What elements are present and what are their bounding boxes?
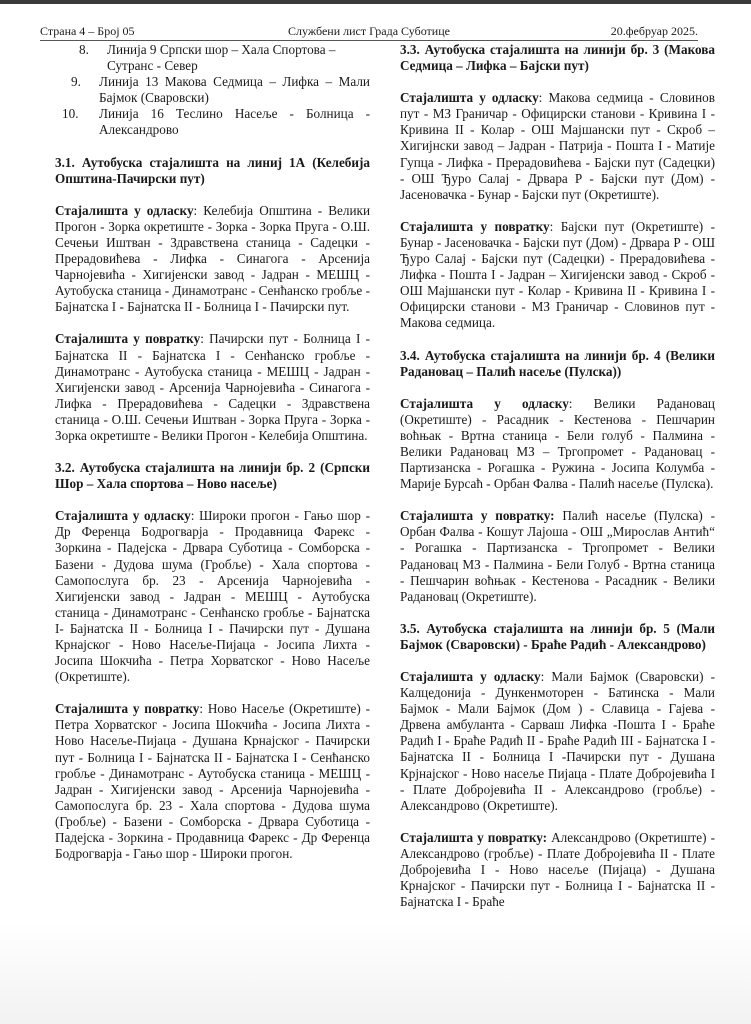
publication-date: 20.фебруар 2025. bbox=[610, 24, 698, 38]
list-item: 9. Линија 13 Макова Седмица – Лифка – Мали Бајмок (Сваровски) bbox=[71, 74, 370, 106]
section-3-1 bbox=[55, 155, 370, 445]
left-column bbox=[55, 42, 370, 862]
section-heading: 3.5. Аутобуска стајалишта на линији бр. 5 (Мали Бајмок (Сваровски) - Браће Радић - Александрово) bbox=[400, 620, 715, 652]
return-stops: Стајалишта у повратку: Бајски пут (Окретиште) - Бунар - Јасеновачка - Бајски пут (Дом) - Дрвара Р - ОШ Ђуро Салај - Бајски пут (Садецки) - Прерадовићева - Лифка - Пошта I - Јадран – Хигијенски завод - Скроб - ОШ Мајшански пут - Колар - Кривина II - Кривина I - Официрски станови - МЗ Граничар - Словинов пут - Макова седмица. bbox=[400, 218, 715, 331]
section-heading: 3.4. Аутобуска стајалишта на линији бр. 4 (Велики Радановац – Палић насеље (Пулска)) bbox=[400, 347, 715, 379]
list-item: 8. Линија 9 Српски шор – Хала Спортова – Сутранс - Север bbox=[79, 42, 336, 74]
section-3-4 bbox=[400, 348, 715, 605]
section-heading: 3.1. Аутобуска стајалишта на линиј 1А (Келебија Општина-Пачирски пут) bbox=[55, 154, 370, 186]
return-stops: Стајалишта у повратку: Ново Насеље (Окретиште) - Петра Хорватског - Јосипа Шокчића - Јосипа Лихта - Ново Насеље-Пијаца - Душана Крнајског - Пачирски пут - Болница I - Бајнатска II - Бајнатска I - Сенћанско гробље - Динамотранс - Аутобуска станица - МЕШЦ - Јадран - Хигијенски завод - Арсенија Чарнојевића - Самопослуга бр. 23 - Хала спортова - Дудова шума (Гробље) - Базени - Сомборска - Дрвара Суботица - Падејска - Зоркина - Продавница Фарекс - Др Ференца Бодрогварја - Гањо шор - Широки прогон. bbox=[55, 701, 371, 862]
departure-stops: Стајалишта у одласку: Велики Радановац (Окретиште) - Расадник - Кестенова - Пешчарин воћњак - Вртна станица - Бели голуб - Палмина - Велики Радановац МЗ – Тргопромет - Радановац - Партизанска - Рогашка - Ружина - Јосипа Колумба - Марије Бурсаћ - Орбан Фалва - Палић насеље (Пулска). bbox=[400, 395, 715, 492]
departure-stops: Стајалишта у одласку: Мали Бајмок (Сваровски) - Калцедонија - Дункенмоторен - Батинска - Мали Бајмок - Мали Бајмок (Дом ) - Славица - Гајева - Дрвена амбуланта - Сарваш Лифка -Пошта I - Браће Радић I - Браће Радић II - Браће Радић III - Бајнатска I - Бајнатска II - Болница I -Пачирски пут - Душана Крјнајског - Ново насеље Пијаца - Плате Добројевића I - Плате Добројевића II - Александрово (гробље) - Александрово (Окретиште). bbox=[400, 669, 715, 813]
section-3-5 bbox=[400, 621, 715, 911]
section-3-2 bbox=[55, 460, 370, 862]
publication-title: Службени лист Града Суботице bbox=[288, 24, 450, 38]
return-stops: Стајалишта у повратку: Палић насеље (Пулска) - Орбан Фалва - Кошут Лајоша - ОШ „Мирослав Антић“ - Рогашка - Партизанска - Тргопромет - Велики Радановац МЗ - Палмина - Бели Голуб - Вртна станица - Пешчарин воћњак - Кестенова - Расадник - Велики Радановац (Окретиште). bbox=[400, 508, 715, 604]
section-3-3 bbox=[400, 42, 715, 332]
departure-stops: Стајалишта у одласку: Широки прогон - Гањо шор - Др Ференца Бодрогварја - Продавница Фарекс - Зоркина - Падејска - Дрвара Суботица - Сомборска - Базени - Дудова шума (Гробље) - Хала спортова - Самопослуга бр. 23 - Арсенија Чарнојевића - Хигијенски завод - Јадран - МЕШЦ - Аутобуска станица - Динамотранс - Сенћанско гробље - Бајнатска I- Бајнатска II - Болница I - Пачирски пут - Душана Крнајског - Ново Насеље-Пијаца - Јосипа Лихта - Јосипа Шокчића - Петра Хорватског - Ново Насеље (Окретиште). bbox=[55, 508, 370, 685]
list-item: 10. Линија 16 Теслино Насеље - Болница - Александрово bbox=[62, 106, 370, 138]
right-column bbox=[400, 42, 715, 910]
page-number: Страна 4 – Број 05 bbox=[40, 24, 135, 38]
section-heading: 3.3. Аутобуска стајалишта на линији бр. 3 (Макова Седмица – Лифка – Бајски пут) bbox=[400, 42, 715, 74]
bus-lines-list bbox=[55, 42, 370, 139]
document-page bbox=[0, 4, 751, 1024]
page-header bbox=[40, 24, 698, 41]
return-stops: Стајалишта у повратку: Пачирски пут - Болница I - Бајнатска II - Бајнатска I - Сенћанско гробље - Динамотранс - Аутобуска станица - МЕШЦ - Јадран - Хигијенски завод - Арсенија Чарнојевића - Синагога - Лифка - Прерадовићева - Садецки - Здравствена станица - О.Ш. Сечењи Иштван - Зорка Пруга - Зорка - Зорка окретиште - Велики Прогон - Келебија Општина. bbox=[55, 331, 370, 443]
departure-stops: Стајалишта у одласку: Келебија Општина - Велики Прогон - Зорка окретиште - Зорка - Зорка Пруга - О.Ш. Сечењи Иштван - Здравствена станица - Садецки - Прерадовићева - Лифка - Синагога - Арсенија Чарнојевића - Хигијенски завод - Јадран - МЕШЦ - Аутобуска станица - Динамотранс - Сенћанско гробље - Бајнатска I - Бајнатска II - Болница I - Пачирски пут. bbox=[55, 202, 370, 315]
return-stops: Стајалишта у повратку: Александрово (Окретиште) - Александрово (гробље) - Плате Добројевића II - Плате Добројевића I - Ново насеље (Пијаца) - Душана Крнајског - Пачирски пут - Болница I - Бајнатска II - Бајнатска I - Браће bbox=[400, 829, 716, 910]
section-heading: 3.2. Аутобуска стајалишта на линији бр. 2 (Српски Шор – Хала спортова – Ново насеље) bbox=[55, 460, 370, 492]
departure-stops: Стајалишта у одласку: Макова седмица - Словинов пут - МЗ Граничар - Официрски станови - Кривина I - Кривина II - Колар - ОШ Мајшански пут - Скроб – Хигијнски завод – Јадран - Патрија - Пошта I - Матије Гупца - Лифка - Прерадовићева - Бајски пут (Садецки) - ОШ Ђуро Салај - Дрвара Р - Бајски пут (Дом) - Јасеновачка - Бунар - Бајски пут (Окретиште). bbox=[400, 90, 715, 202]
